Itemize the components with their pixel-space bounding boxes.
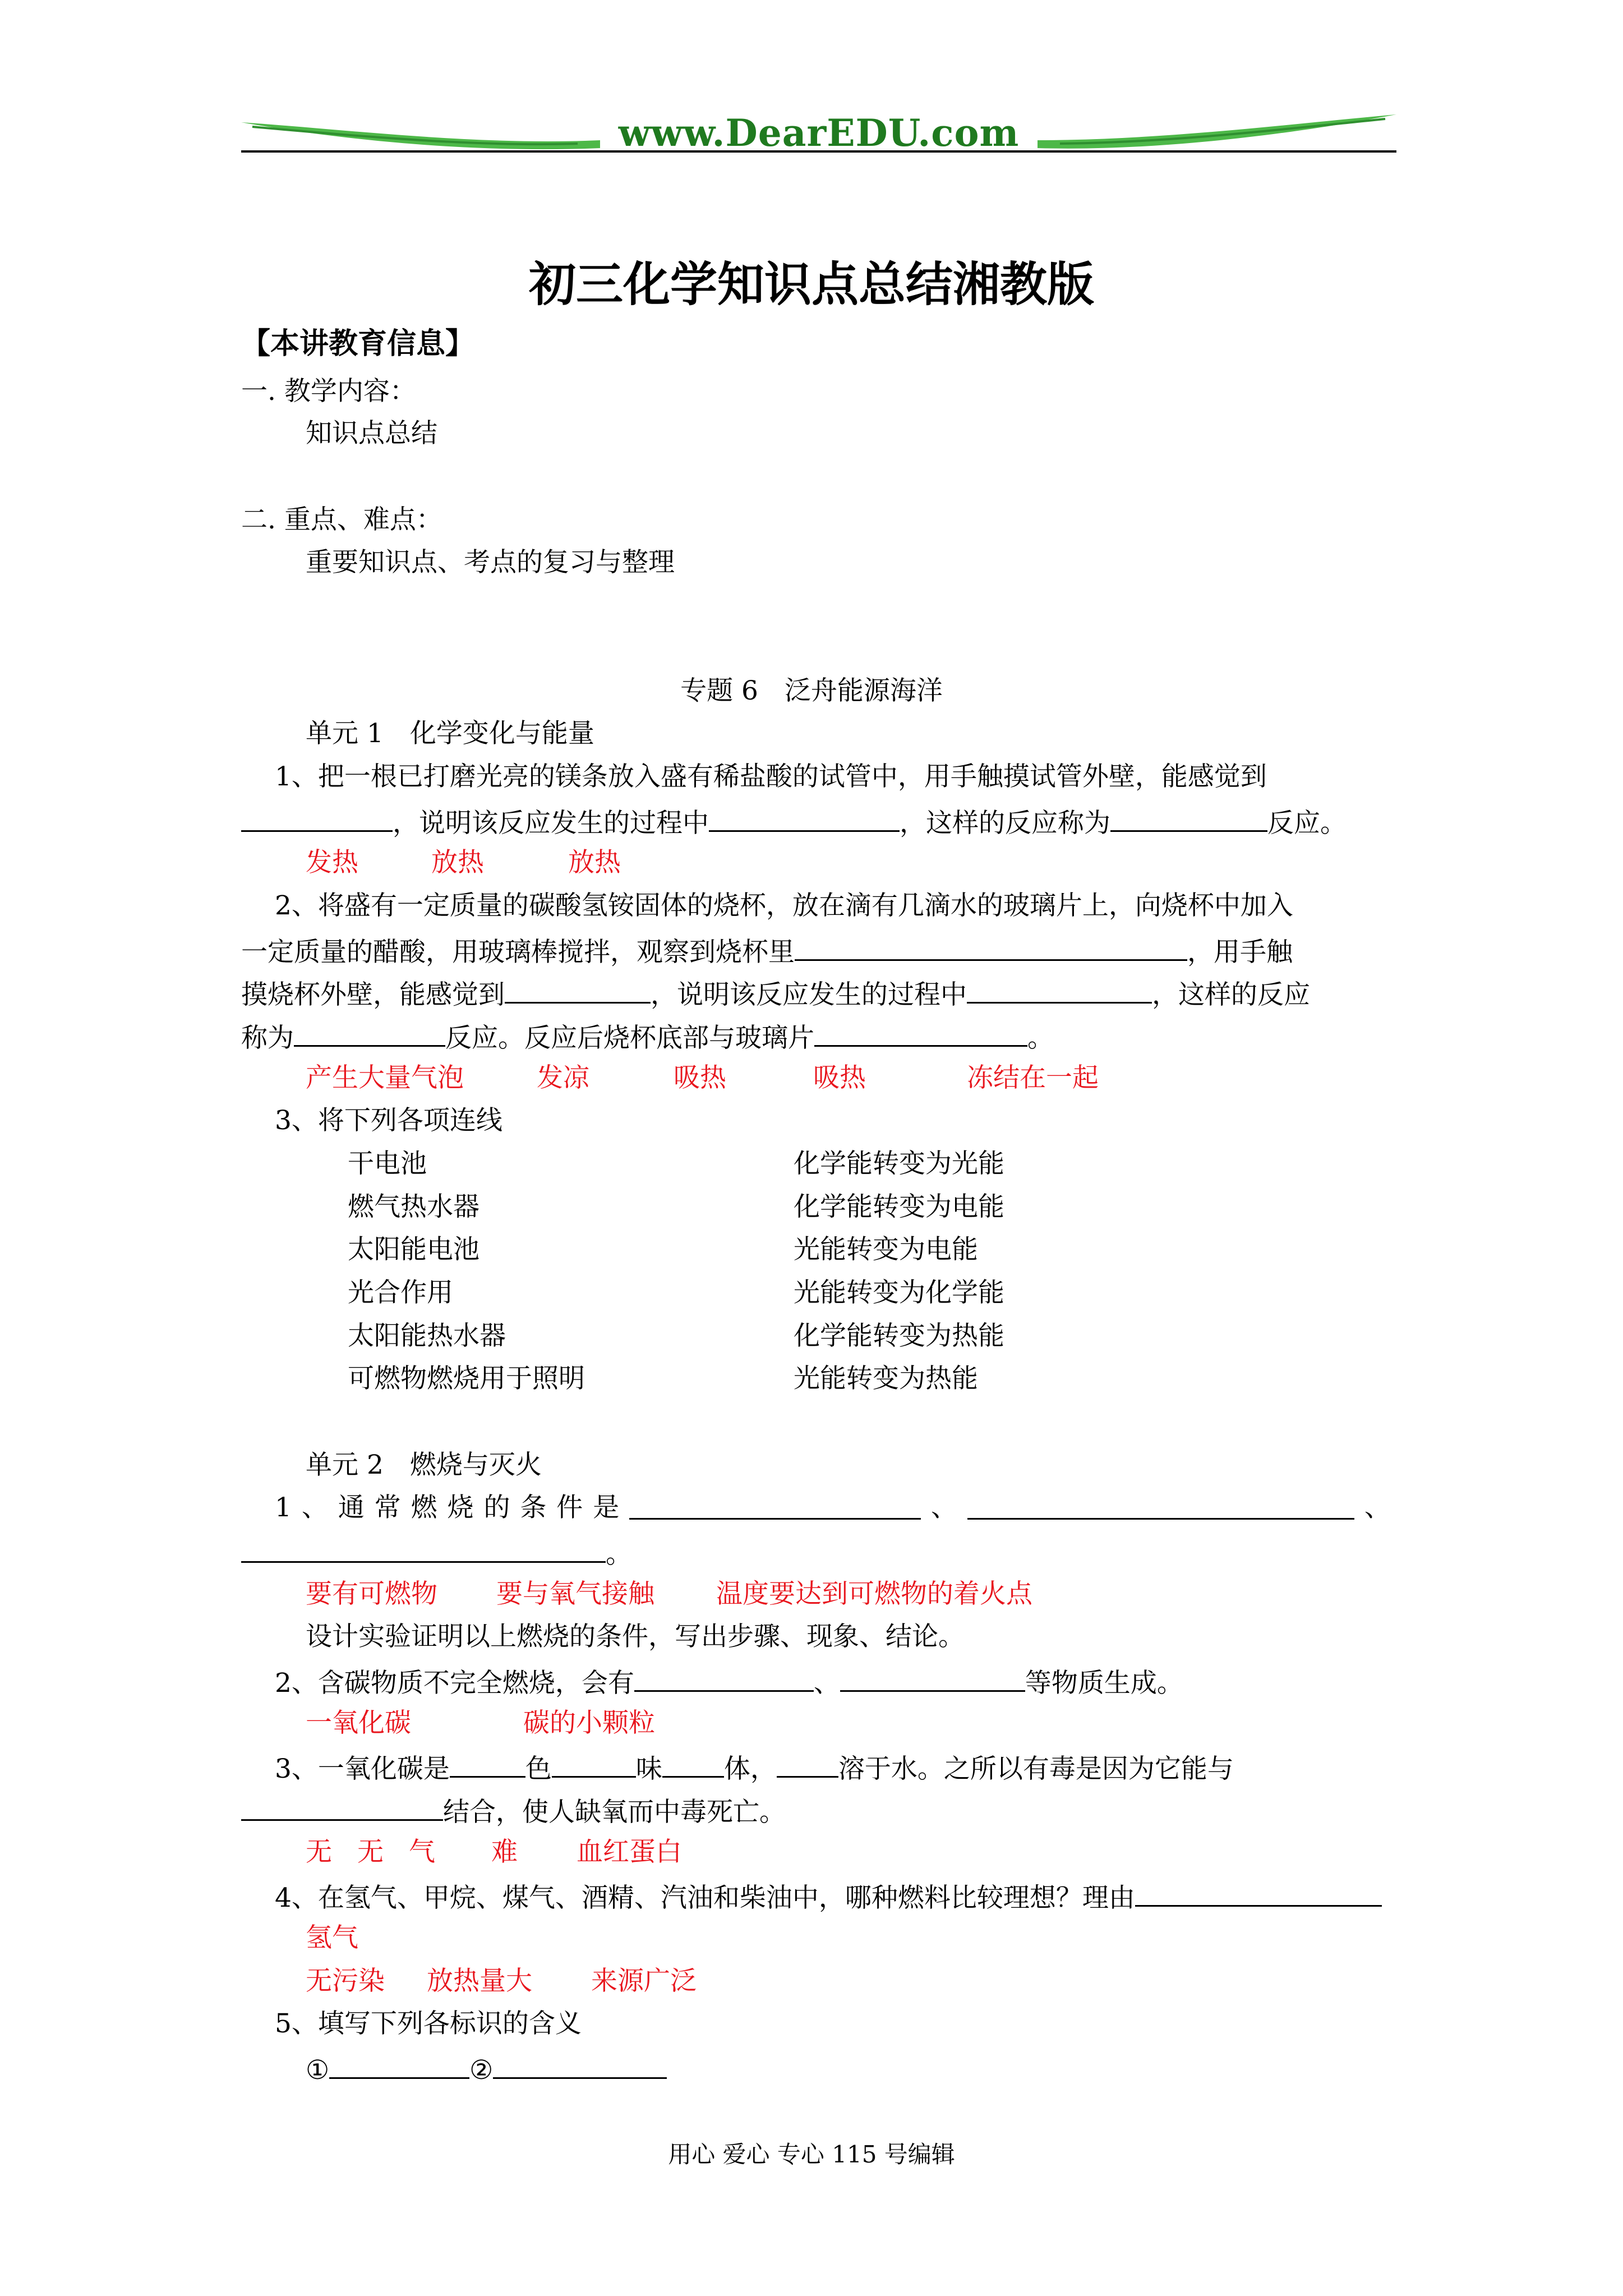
- match-left-item: 光合作用: [348, 1277, 453, 1308]
- answer-blank[interactable]: [662, 1749, 724, 1778]
- answer-blank[interactable]: [967, 1491, 1354, 1520]
- topic-heading: 专题 6 泛舟能源海洋: [680, 675, 943, 706]
- unit2-q1-line2: 。: [241, 1534, 632, 1571]
- answer-blank[interactable]: [329, 2050, 469, 2079]
- unit2-q2: 2、含碳物质不完全燃烧，会有 、 等物质生成。: [275, 1663, 1183, 1700]
- answer-blank[interactable]: [505, 975, 651, 1004]
- answer-blank[interactable]: [795, 932, 1187, 961]
- answer-blank[interactable]: [634, 1663, 814, 1692]
- section-1-content: 知识点总结: [306, 418, 437, 449]
- unit2-q1-note: 设计实验证明以上燃烧的条件，写出步骤、现象、结论。: [306, 1621, 965, 1652]
- unit-1-title: 单元 1 化学变化与能量: [306, 718, 594, 749]
- match-right-item: 化学能转变为光能: [794, 1148, 1004, 1179]
- document-title: 初三化学知识点总结湘教版: [528, 256, 1094, 312]
- unit2-q2-answers: 一氧化碳 碳的小颗粒: [306, 1708, 655, 1738]
- answer-blank[interactable]: [629, 1491, 921, 1520]
- unit1-q2-line1: 2、将盛有一定质量的碳酸氢铵固体的烧杯，放在滴有几滴水的玻璃片上，向烧杯中加入: [275, 890, 1293, 921]
- unit2-q4-reasons: 无污染 放热量大 来源广泛: [306, 1966, 697, 1996]
- match-left-item: 可燃物燃烧用于照明: [348, 1363, 585, 1394]
- unit2-q1-answers: 要有可燃物 要与氧气接触 温度要达到可燃物的着火点: [306, 1579, 1032, 1609]
- section-2-label: 二. 重点、难点：: [241, 504, 442, 535]
- answer-blank[interactable]: [1135, 1878, 1382, 1907]
- unit2-q3-line1: 3、一氧化碳是 色 味 体， 溶于水。之所以有毒是因为它能与: [275, 1749, 1234, 1786]
- unit2-q4-answer: 氢气: [306, 1922, 358, 1953]
- answer-blank[interactable]: [814, 1018, 1027, 1047]
- match-right-item: 光能转变为化学能: [794, 1277, 1004, 1308]
- unit1-q2-line2: 一定质量的醋酸，用玻璃棒搅拌，观察到烧杯里 ，用手触: [241, 932, 1293, 969]
- unit1-q2-line3: 摸烧杯外壁，能感觉到 ，说明该反应发生的过程中 ，这样的反应: [241, 975, 1310, 1012]
- match-left-item: 太阳能热水器: [348, 1320, 506, 1351]
- section-2-content: 重要知识点、考点的复习与整理: [306, 547, 675, 578]
- unit1-q3-title: 3、将下列各项连线: [275, 1105, 502, 1136]
- match-left-item: 干电池: [348, 1148, 427, 1179]
- answer-blank[interactable]: [1110, 803, 1267, 832]
- answer-blank[interactable]: [967, 975, 1152, 1004]
- answer-blank[interactable]: [777, 1749, 838, 1778]
- answer-blank[interactable]: [241, 1534, 606, 1563]
- match-right-item: 化学能转变为电能: [794, 1191, 1004, 1222]
- site-name[interactable]: www.DearEDU.com: [618, 111, 1020, 155]
- page-footer: 用心 爱心 专心 115 号编辑: [668, 2141, 955, 2168]
- answer-blank[interactable]: [709, 803, 900, 832]
- unit1-q2-answers: 产生大量气泡 发凉 吸热 吸热 冻结在一起: [306, 1062, 1099, 1093]
- unit1-q1-line1: 1、把一根已打磨光亮的镁条放入盛有稀盐酸的试管中，用手触摸试管外壁，能感觉到: [275, 761, 1267, 792]
- unit2-q3-answers: 无 无 气 难 血红蛋白: [306, 1837, 682, 1867]
- unit1-q1-line2: ，说明该反应发生的过程中 ，这样的反应称为 反应。: [241, 803, 1347, 840]
- match-right-item: 光能转变为热能: [794, 1363, 978, 1394]
- unit1-q1-answers: 发热 放热 放热: [306, 847, 621, 878]
- unit1-q2-line4: 称为 反应。反应后烧杯底部与玻璃片 。: [241, 1018, 1054, 1055]
- unit2-q4: 4、在氢气、甲烷、煤气、酒精、汽油和柴油中，哪种燃料比较理想？理由: [275, 1878, 1382, 1915]
- match-right-item: 化学能转变为热能: [794, 1320, 1004, 1351]
- unit2-q1-line1: 1 、 通 常 燃 烧 的 条 件 是 、 、: [275, 1492, 1391, 1523]
- answer-blank[interactable]: [552, 1749, 636, 1778]
- unit2-q3-line2: 结合，使人缺氧而中毒死亡。: [241, 1792, 786, 1829]
- unit2-q5-blanks: ① ②: [306, 2050, 667, 2087]
- answer-blank[interactable]: [493, 2050, 667, 2079]
- match-left-item: 燃气热水器: [348, 1191, 479, 1222]
- section-1-label: 一. 教学内容：: [241, 376, 416, 407]
- header-banner: [241, 107, 1396, 168]
- answer-blank[interactable]: [241, 1792, 443, 1821]
- match-left-item: 太阳能电池: [348, 1234, 479, 1265]
- answer-blank[interactable]: [294, 1018, 445, 1047]
- answer-blank[interactable]: [840, 1663, 1025, 1692]
- info-heading: 【本讲教育信息】: [241, 326, 475, 361]
- answer-blank[interactable]: [450, 1749, 525, 1778]
- answer-blank[interactable]: [241, 803, 393, 832]
- match-right-item: 光能转变为电能: [794, 1234, 978, 1265]
- unit-2-title: 单元 2 燃烧与灭火: [306, 1450, 542, 1480]
- unit2-q5-title: 5、填写下列各标识的含义: [275, 2008, 582, 2039]
